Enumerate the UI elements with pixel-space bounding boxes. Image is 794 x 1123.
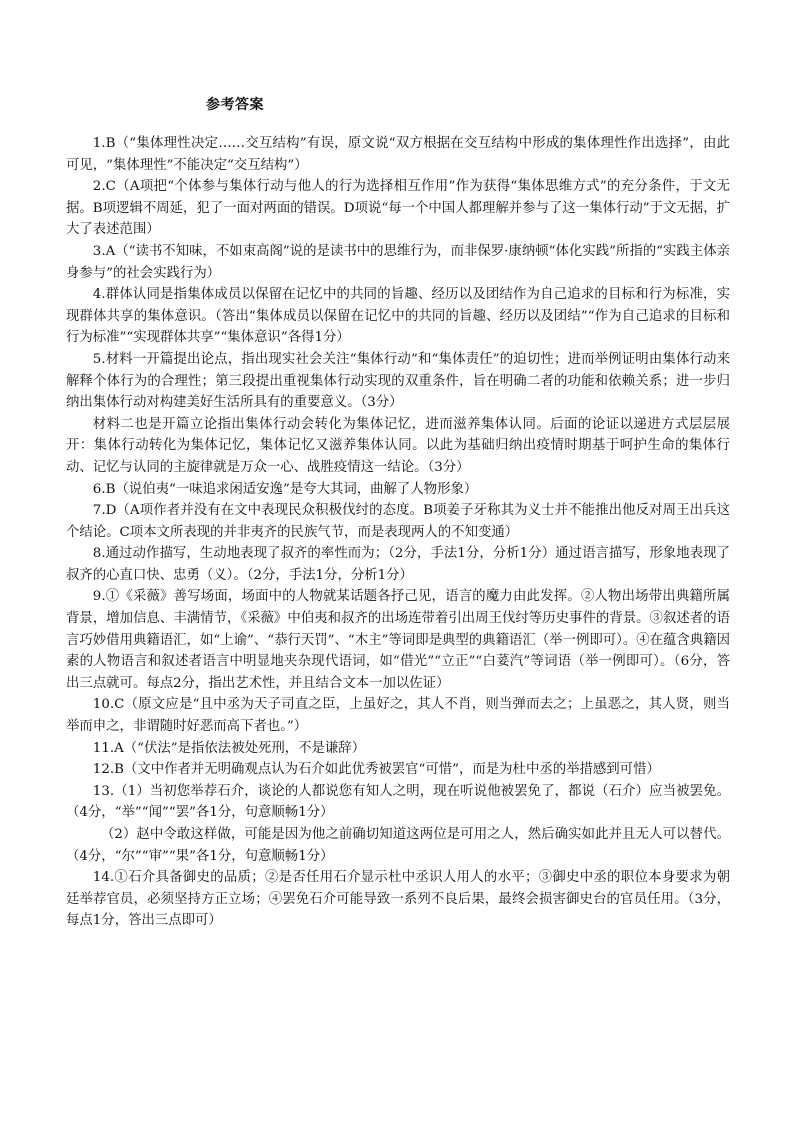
answer-13-part-2: （2）赵中令敢这样做，可能是因为他之前确切知道这两位是可用之人，然后确实如此并且无人可以替代。（4分，“尔”“审”“果”各1分，句意顺畅1分） <box>66 827 730 864</box>
answer-5-part-2: 材料二也是开篇立论指出集体行动会转化为集体记忆，进而滋养集体认同。后面的论证以递进方式层层展开：集体行动转化为集体记忆，集体记忆又滋养集体认同。以此为基础归纳出疫情时期基于呵护生命的集体行动、记忆与认同的主旋律就是万众一心、战胜疫情这一结论。（3分） <box>66 416 730 475</box>
answer-9: 9.①《采薇》善写场面，场面中的人物就某话题各抒己见，语言的魔力由此发挥。②人物出场带出典籍所属背景，增加信息、丰满情节，《采薇》中伯夷和叔齐的出场连带着引出周王伐纣等历史事件的背景。③叙述者的语言巧妙借用典籍语汇，如“上谕”、“恭行天罚”、“木主”等词即是典型的典籍语汇（举一例即可）。④在蕴含典籍因素的人物语言和叙述者语言中明显地夹杂现代语词，如“借光”“立正”“白荽汽”等词语（举一例即可）。（6分，答出三点就可。每点2分，指出艺术性，并且结合文本一加以佐证） <box>66 589 730 691</box>
answer-1: 1.B（“集体理性决定……交互结构”有误，原文说“双方根据在交互结构中形成的集体理性作出选择”，由此可见，“集体理性”不能决定“交互结构”） <box>66 136 730 173</box>
answer-12: 12.B（文中作者并无明确观点认为石介如此优秀被罢官“可惜”，而是为杜中丞的举措感到可惜） <box>92 762 660 778</box>
page-title: 参考答案 <box>206 97 264 113</box>
answer-10: 10.C（原文应是“且中丞为天子司直之臣，上虽好之，其人不肖，则当弹而去之；上虽恶之，其人贤，则当举而申之，非谓随时好恶而高下者也。”） <box>66 697 730 735</box>
answer-6: 6.B（说伯夷“一味追求闲适安逸”是夸大其词，曲解了人物形象） <box>92 481 478 497</box>
answer-7: 7.D（A项作者并没有在文中表现民众积极伐纣的态度。B项姜子牙称其为义士并不能推出他反对周王出兵这个结论。C项本文所表现的并非夷齐的民族气节，而是表现两人的不知变通） <box>66 503 730 540</box>
answer-4: 4.群体认同是指集体成员以保留在记忆中的共同的旨趣、经历以及团结作为自己追求的目标和行为标准，实现群体共享的集体意识。（答出“集体成员以保留在记忆中的共同的旨趣、经历以及团结”“作为自己追求的目标和行为标准”“实现群体共享”“集体意识”各得1分） <box>66 287 730 346</box>
answer-11: 11.A（“伏法”是指依法被处死刑，不是谦辞） <box>92 740 366 756</box>
answer-3: 3.A（“读书不知味，不如束高阁”说的是读书中的思维行为，而非保罗·康纳顿“体化实践”所指的“实践主体亲身参与”的社会实践行为） <box>66 243 730 281</box>
answer-2: 2.C（A项把“个体参与集体行动与他人的行为选择相互作用”作为获得“集体思维方式”的充分条件，于文无据。B项逻辑不周延，犯了一面对两面的错误。D项说“每一个中国人都理解并参与了这一集体行动”于文无据，扩大了表述范围） <box>66 179 730 238</box>
answer-5-part-1: 5.材料一开篇提出论点，指出现实社会关注“集体行动”和“集体责任”的迫切性；进而举例证明由集体行动来解释个体行为的合理性；第三段提出重视集体行动实现的双重条件，旨在明确二者的功能和依赖关系；进一步归纳出集体行动对构建美好生活所具有的重要意义。（3分） <box>66 351 730 411</box>
answer-14: 14.①石介具备御史的品质；②是否任用石介显示杜中丞识人用人的水平；③御史中丞的职位本身要求为朝廷举荐官员，必须坚持方正立场；④罢免石介可能导致一系列不良后果，最终会损害御史台的官员任用。（3分，每点1分，答出三点即可） <box>66 870 730 929</box>
answer-8: 8.通过动作描写，生动地表现了叔齐的率性而为；（2分，手法1分，分析1分）通过语言描写，形象地表现了叔齐的心直口快、忠勇（义）。（2分，手法1分，分析1分） <box>66 546 730 583</box>
answer-13-part-1: 13.（1）当初您举荐石介，谈论的人都说您有知人之明，现在听说他被罢免了，都说（石介）应当被罢免。（4分，“举”“闻”“罢”各1分，句意顺畅1分） <box>66 783 730 821</box>
answer-list <box>66 133 730 932</box>
